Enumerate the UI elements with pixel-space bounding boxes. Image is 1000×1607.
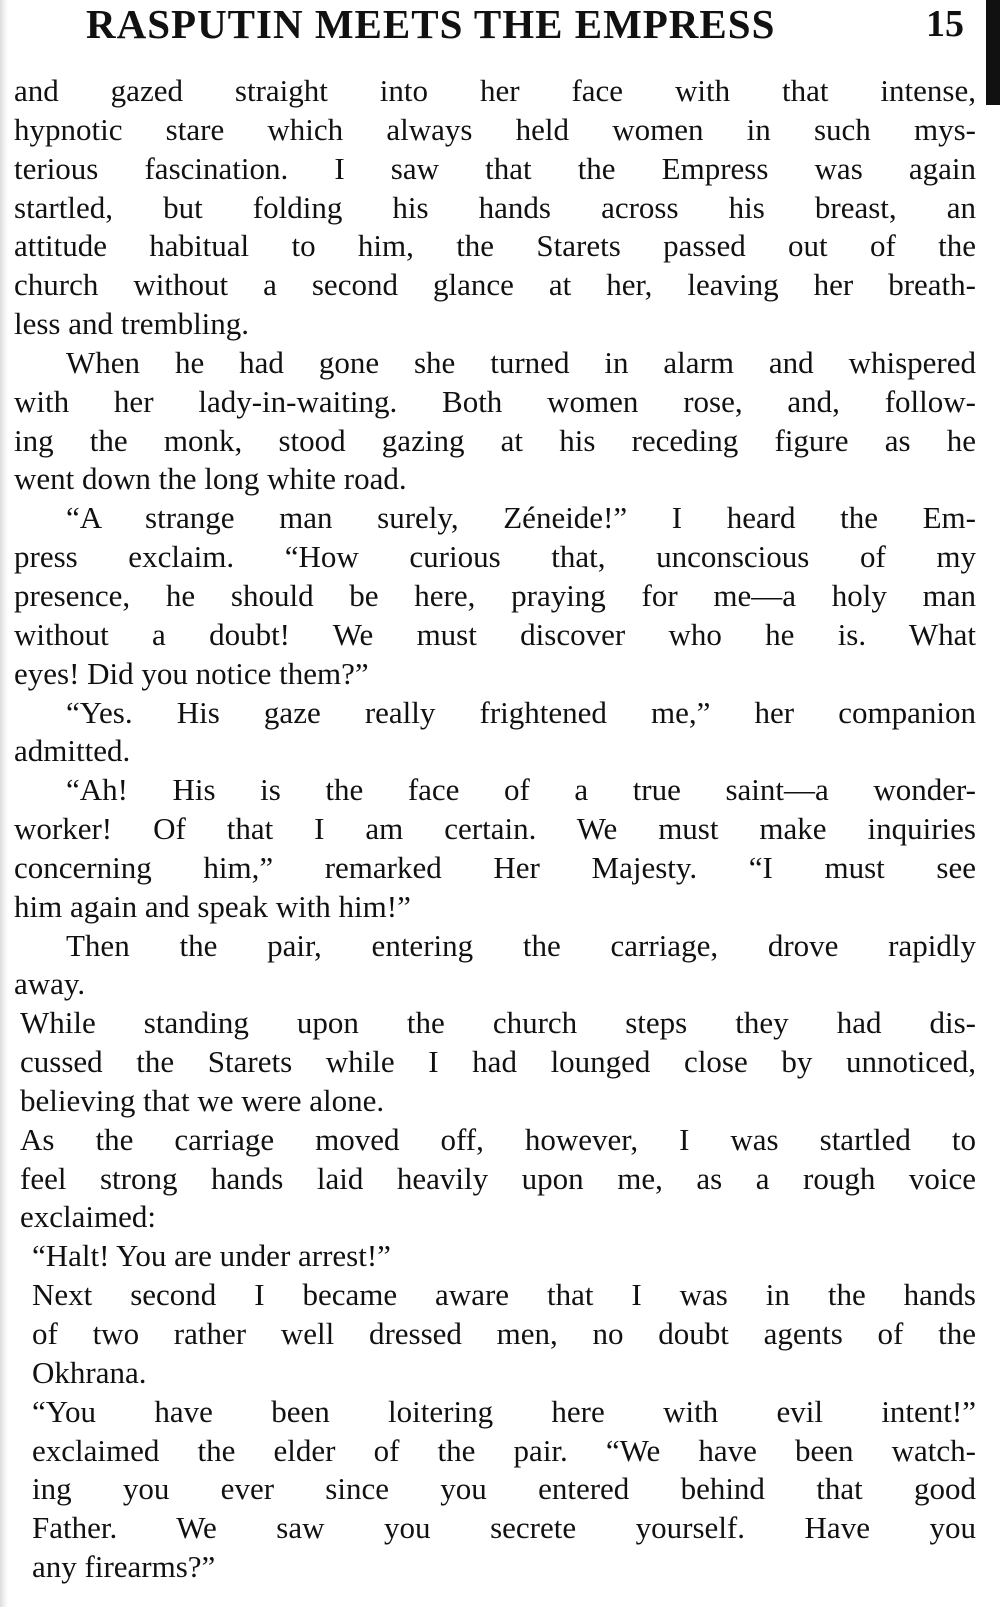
text-line: cussed the Starets while I had lounged close by unnoticed, <box>20 1044 976 1080</box>
text-line: As the carriage moved off, however, I was startled to <box>20 1121 976 1157</box>
text-line: “Yes. His gaze really frightened me,” her companion <box>66 694 976 730</box>
text-line: of two rather well dressed men, no doubt agents of the <box>32 1316 976 1351</box>
text-line: believing that we were alone. <box>20 1082 385 1118</box>
text-line: Then the pair, entering the carriage, drove rapidly <box>66 927 976 963</box>
text-line: concerning him,” remarked Her Majesty. “I must see <box>14 849 976 885</box>
text-line: Okhrana. <box>32 1354 147 1390</box>
text-line: without a doubt! We must discover who he is. What <box>14 616 976 652</box>
text-line: press exclaim. “How curious that, unconscious of my <box>14 539 976 575</box>
text-line: presence, he should be here, praying for me—a holy man <box>14 577 976 613</box>
text-line: startled, but folding his hands across his breast, an <box>14 189 976 225</box>
page-gutter-shadow <box>0 0 8 1607</box>
text-line: “Halt! You are under arrest!” <box>32 1238 391 1274</box>
text-line: terious fascination. I saw that the Empress was again <box>14 150 976 186</box>
text-line: admitted. <box>14 733 131 769</box>
text-line: “Ah! His is the face of a true saint—a wonder- <box>66 772 976 808</box>
text-line: feel strong hands laid heavily upon me, as a rough voice <box>20 1160 976 1196</box>
page-number: 15 <box>926 3 964 45</box>
text-line: him again and speak with him!” <box>14 888 411 924</box>
text-line: Next second I became aware that I was in the hands <box>32 1277 976 1313</box>
text-line: eyes! Did you notice them?” <box>14 655 369 691</box>
text-line: exclaimed the elder of the pair. “We have been watch- <box>32 1432 976 1468</box>
text-line: Father. We saw you secrete yourself. Have you <box>32 1510 976 1546</box>
text-line: away. <box>14 966 86 1002</box>
text-line: worker! Of that I am certain. We must make inquiries <box>14 811 976 847</box>
text-line: with her lady-in-waiting. Both women rose, and, follow- <box>14 383 976 419</box>
text-line: church without a second glance at her, leaving her breath- <box>14 267 976 303</box>
body-text <box>14 72 976 1587</box>
text-line: ing you ever since you entered behind that good <box>32 1471 976 1507</box>
text-line: attitude habitual to him, the Starets passed out of the <box>14 228 976 264</box>
text-line: went down the long white road. <box>14 461 407 497</box>
text-line: ing the monk, stood gazing at his receding figure as he <box>14 422 976 458</box>
text-line: While standing upon the church steps they had dis- <box>20 1005 976 1041</box>
text-line: any firearms?” <box>32 1549 216 1585</box>
text-line: “You have been loitering here with evil intent!” <box>32 1393 976 1429</box>
text-line: “A strange man surely, Zéneide!” I heard the Em- <box>66 500 976 536</box>
text-line: less and trembling. <box>14 306 250 342</box>
running-title: RASPUTIN MEETS THE EMPRESS <box>86 1 776 47</box>
text-line: exclaimed: <box>20 1199 156 1235</box>
text-line: hypnotic stare which always held women in such mys- <box>14 111 976 147</box>
text-line: and gazed straight into her face with that intense, <box>14 73 976 108</box>
running-header <box>0 2 1000 46</box>
text-line: When he had gone she turned in alarm and whispered <box>66 344 976 380</box>
